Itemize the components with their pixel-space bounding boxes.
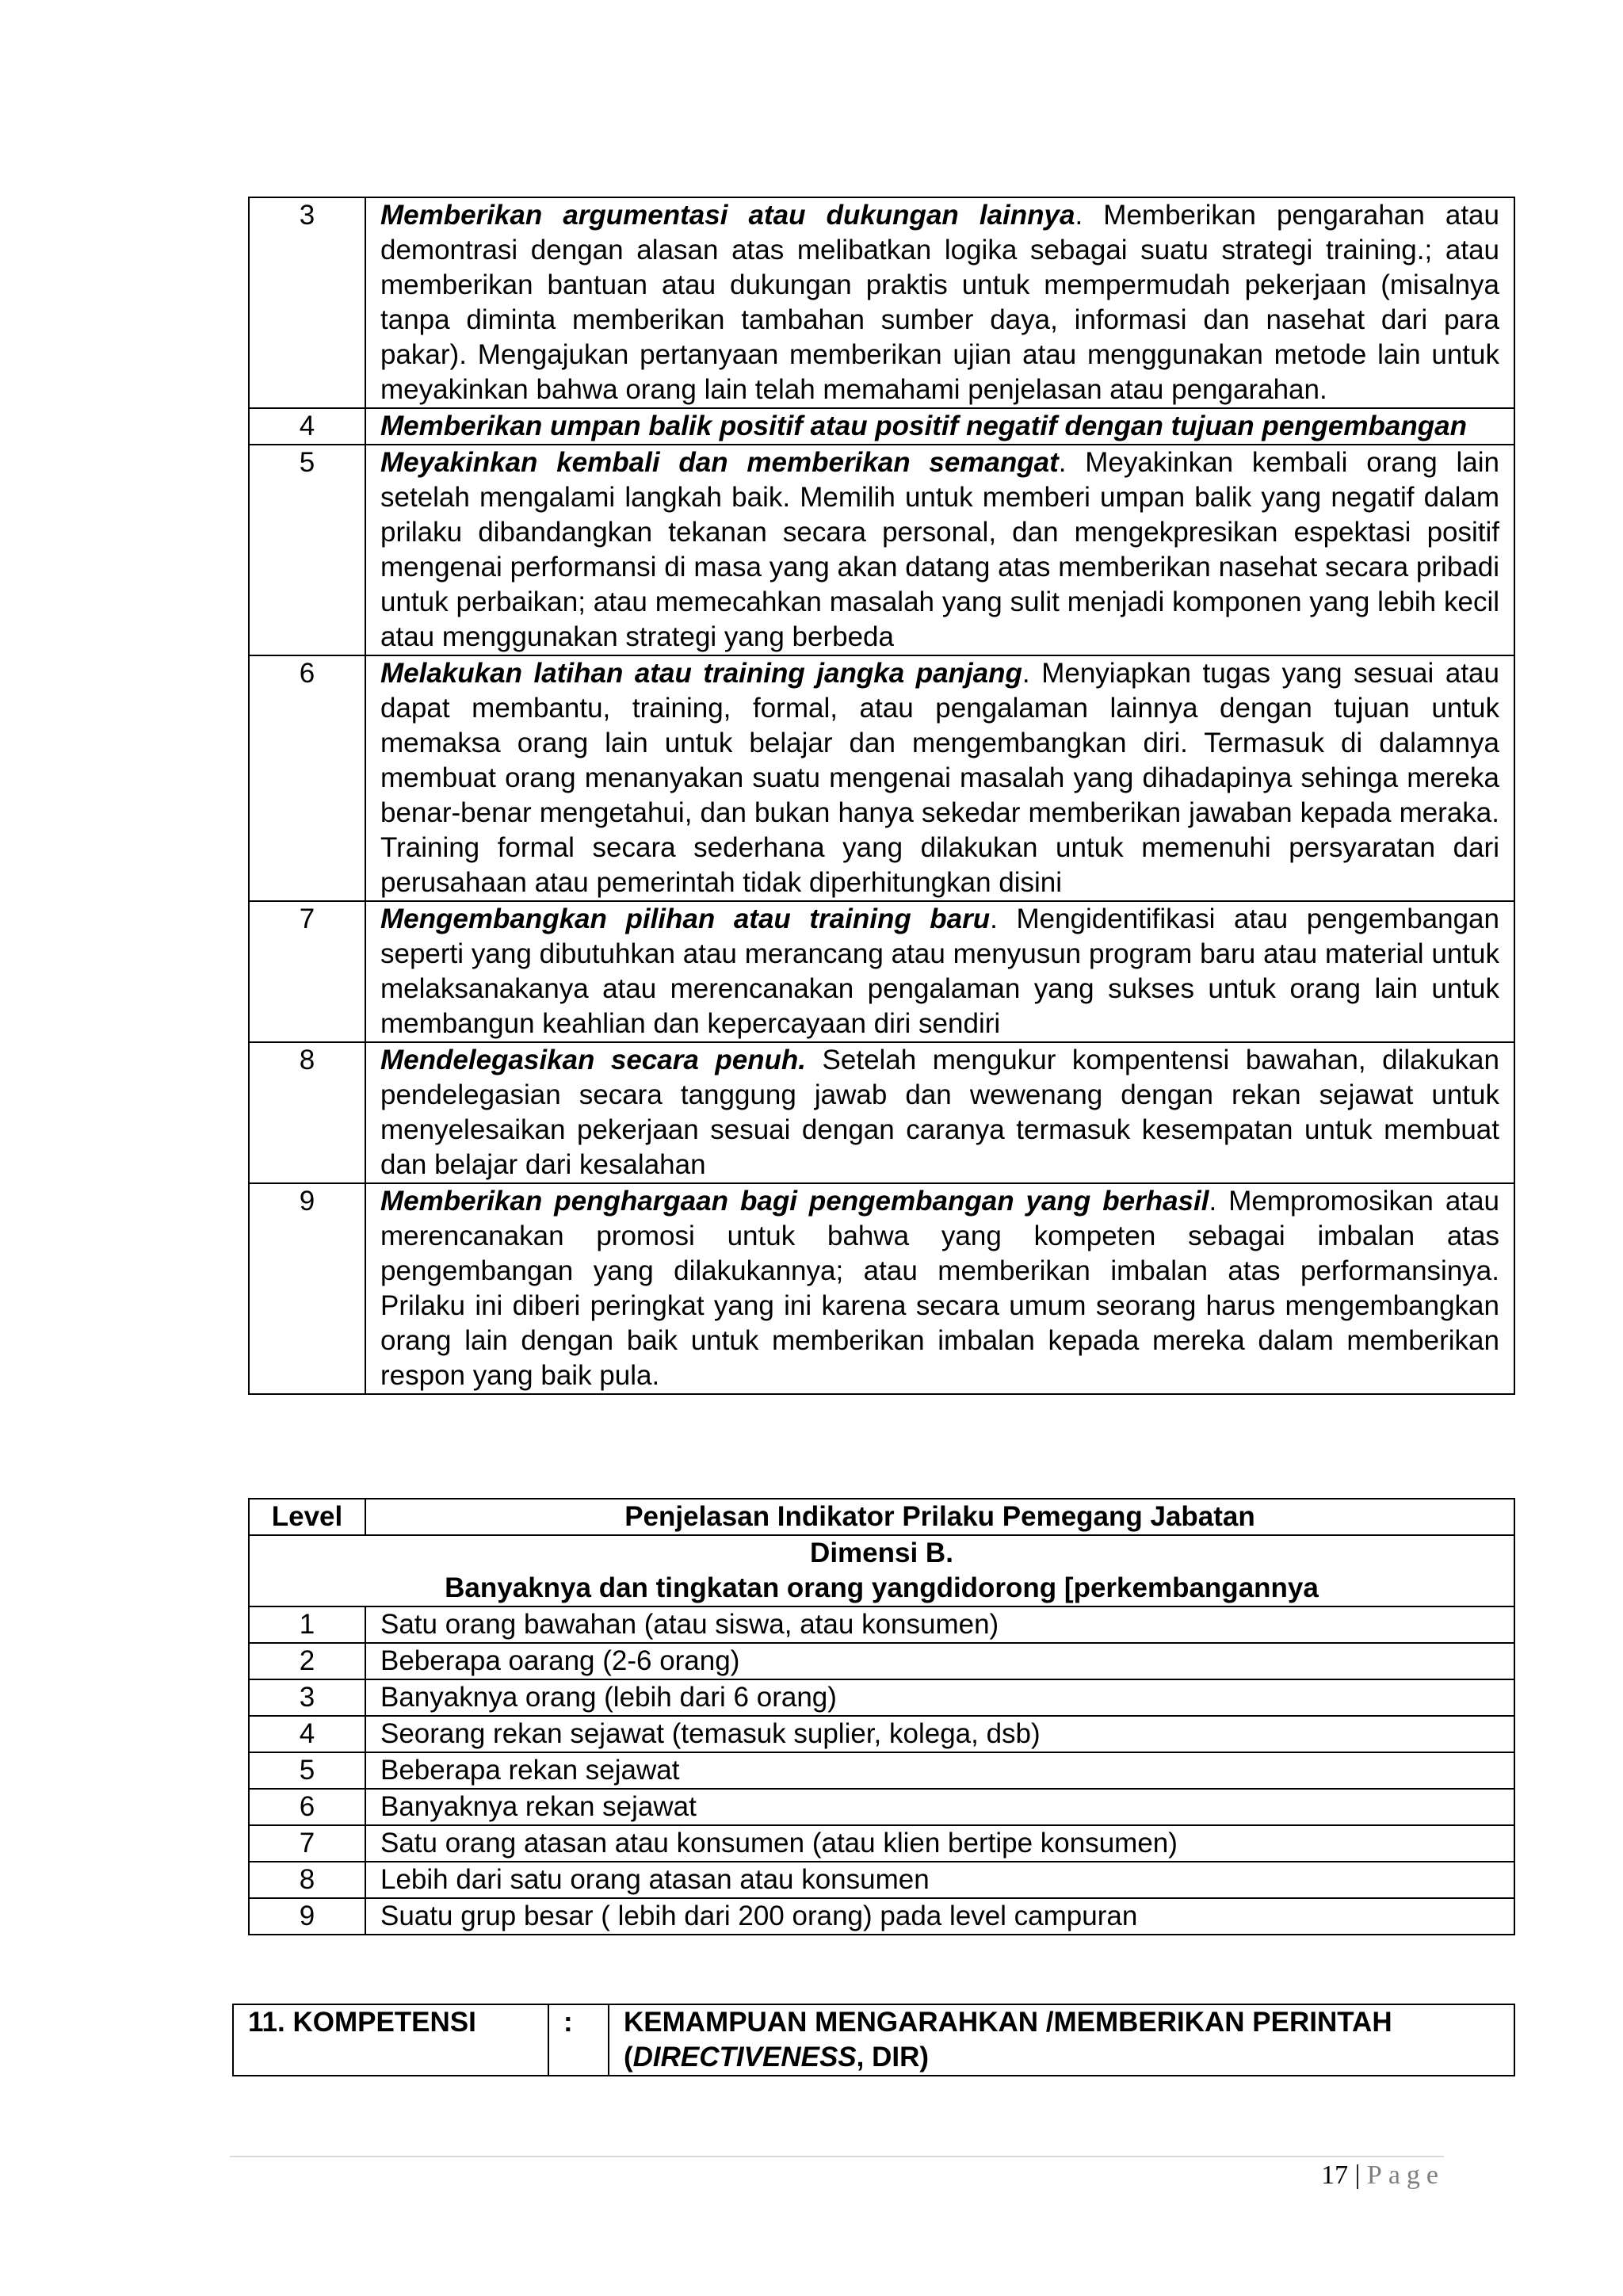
dimension-row [249, 1862, 1514, 1898]
level-description [365, 197, 1514, 408]
dimension-description: Seorang rekan sejawat (temasuk suplier, kolega, dsb) [365, 1716, 1514, 1752]
competency-level-row [249, 1042, 1514, 1183]
level-description [365, 1183, 1514, 1394]
level-description [365, 655, 1514, 901]
dimension-level: 2 [249, 1643, 365, 1679]
dimension-description: Suatu grup besar ( lebih dari 200 orang) pada level campuran [365, 1898, 1514, 1935]
dimension-row [249, 1825, 1514, 1862]
level-description [365, 408, 1514, 445]
dimension-level: 7 [249, 1825, 365, 1862]
dimension-level: 3 [249, 1679, 365, 1716]
dimension-row [249, 1716, 1514, 1752]
level-lead-phrase: Memberikan argumentasi atau dukungan lainnya [380, 200, 1075, 231]
dimension-level: 6 [249, 1789, 365, 1825]
page-number: 17 [1321, 2160, 1349, 2190]
dimension-subtitle: Banyaknya dan tingkatan orang yangdidorong [perkembangannya [445, 1572, 1319, 1603]
competency-level-row [249, 1183, 1514, 1394]
dimension-b-table-body [249, 1499, 1514, 1935]
competency-header-table [232, 2004, 1515, 2076]
header-level: Level [249, 1499, 365, 1535]
header-description: Penjelasan Indikator Prilaku Pemegang Jabatan [365, 1499, 1514, 1535]
competency-title-cell [609, 2004, 1514, 2076]
dimension-description: Beberapa rekan sejawat [365, 1752, 1514, 1789]
level-description [365, 1042, 1514, 1183]
level-lead-phrase: Memberikan umpan balik positif atau positif negatif dengan tujuan pengembangan [380, 411, 1467, 441]
level-number: 5 [249, 445, 365, 655]
dimension-description: Satu orang bawahan (atau siswa, atau konsumen) [365, 1606, 1514, 1643]
dimension-header-row [249, 1499, 1514, 1535]
level-lead-phrase: Meyakinkan kembali dan memberikan semangat [380, 447, 1059, 478]
dimension-row [249, 1898, 1514, 1935]
level-detail-text: Setelah mengukur kompentensi bawahan, dilakukan pendelegasian secara tanggung jawab dan wewenang dengan rekan sejawat untuk menyelesaikan pekerjaan sesuai dengan caranya termasuk kesempatan untuk membuat dan belajar dari kesalahan [380, 1045, 1499, 1180]
competency-level-row [249, 408, 1514, 445]
level-description [365, 901, 1514, 1042]
competency-title-line2 [624, 2040, 1499, 2075]
level-detail-text: . Menyiapkan tugas yang sesuai atau dapat membantu, training, formal, atau pengalaman lainnya dengan tujuan untuk memaksa orang lain untuk belajar dan mengembangkan diri. Termasuk di dalamnya membuat orang menanyakan suatu mengenai masalah yang dihadapinya sehinga mereka benar-benar mengetahui, dan bukan hanya sekedar memberikan jawaban kepada meraka. Training formal secara sederhana yang dilakukan untuk memenuhi persyaratan dari perusahaan atau pemerintah tidak diperhitungkan disini [380, 658, 1499, 898]
dimension-row [249, 1789, 1514, 1825]
competency-title-italic: DIRECTIVENESS [632, 2042, 857, 2073]
competency-number-label: 11. KOMPETENSI [233, 2004, 548, 2076]
competency-level-row [249, 655, 1514, 901]
dimension-level: 5 [249, 1752, 365, 1789]
level-number: 3 [249, 197, 365, 408]
level-number: 9 [249, 1183, 365, 1394]
dimension-row [249, 1679, 1514, 1716]
level-detail-text: . Memberikan pengarahan atau demontrasi dengan alasan atas melibatkan logika sebagai suatu strategi training.; atau memberikan bantuan atau dukungan praktis untuk mempermudah pekerjaan (misalnya tanpa diminta memberikan tambahan sumber daya, informasi dan nasehat dari para pakar). Mengajukan pertanyaan memberikan ujian atau menggunakan metode lain untuk meyakinkan bahwa orang lain telah memahami penjelasan atau pengarahan. [380, 200, 1499, 405]
level-number: 4 [249, 408, 365, 445]
dimension-b-table [248, 1498, 1515, 1935]
level-lead-phrase: Memberikan penghargaan bagi pengembangan yang berhasil [380, 1186, 1209, 1217]
dimension-row [249, 1643, 1514, 1679]
dimension-row [249, 1752, 1514, 1789]
dimension-title-row [249, 1535, 1514, 1606]
level-description [365, 445, 1514, 655]
dimension-title-cell [249, 1535, 1514, 1606]
competency-level-table-body [249, 197, 1514, 1394]
level-detail-text: . Mempromosikan atau merencanakan promosi untuk bahwa yang kompeten sebagai imbalan atas pengembangan yang dilakukannya; atau memberikan imbalan atas performansinya. Prilaku ini diberi peringkat yang ini karena secara umum seorang harus mengembangkan orang lain dengan baik untuk memberikan imbalan kepada mereka dalam memberikan respon yang baik pula. [380, 1186, 1500, 1391]
competency-title-rest: , DIR) [856, 2042, 930, 2073]
page-separator: | [1354, 2160, 1361, 2190]
dimension-description: Lebih dari satu orang atasan atau konsumen [365, 1862, 1514, 1898]
level-lead-phrase: Mengembangkan pilihan atau training baru [380, 904, 991, 934]
footer-divider [230, 2156, 1444, 2157]
dimension-level: 4 [249, 1716, 365, 1752]
dimension-title: Dimensi B. [810, 1538, 953, 1568]
competency-colon: : [548, 2004, 609, 2076]
dimension-description: Banyaknya orang (lebih dari 6 orang) [365, 1679, 1514, 1716]
page-footer [1321, 2160, 1445, 2191]
dimension-level: 1 [249, 1606, 365, 1643]
dimension-level: 9 [249, 1898, 365, 1935]
level-number: 6 [249, 655, 365, 901]
level-number: 7 [249, 901, 365, 1042]
dimension-description: Banyaknya rekan sejawat [365, 1789, 1514, 1825]
dimension-description: Beberapa oarang (2-6 orang) [365, 1643, 1514, 1679]
competency-level-table [248, 197, 1515, 1395]
competency-header-row [233, 2004, 1514, 2076]
level-number: 8 [249, 1042, 365, 1183]
competency-title-line1: KEMAMPUAN MENGARAHKAN /MEMBERIKAN PERINTAH [624, 2007, 1392, 2038]
competency-level-row [249, 197, 1514, 408]
competency-level-row [249, 445, 1514, 655]
competency-level-row [249, 901, 1514, 1042]
dimension-description: Satu orang atasan atau konsumen (atau klien bertipe konsumen) [365, 1825, 1514, 1862]
dimension-row [249, 1606, 1514, 1643]
page-word: Page [1366, 2160, 1445, 2190]
level-lead-phrase: Melakukan latihan atau training jangka panjang [380, 658, 1022, 689]
level-detail-text: . Meyakinkan kembali orang lain setelah mengalami langkah baik. Memilih untuk memberi umpan balik yang negatif dalam prilaku dibandangkan tekanan secara personal, dan mengekpresikan espektasi positif mengenai performansi di masa yang akan datang atas memberikan nasehat secara pribadi untuk perbaikan; atau memecahkan masalah yang sulit menjadi komponen yang lebih kecil atau menggunakan strategi yang berbeda [380, 447, 1500, 652]
level-detail-text: . Mengidentifikasi atau pengembangan seperti yang dibutuhkan atau merancang atau menyusun program baru atau material untuk melaksanakanya atau merencanakan pengalaman yang sukses untuk orang lain untuk membangun keahlian dan kepercayaan diri sendiri [380, 904, 1499, 1039]
competency-title-paren: ( [624, 2042, 633, 2073]
dimension-level: 8 [249, 1862, 365, 1898]
level-lead-phrase: Mendelegasikan secara penuh. [380, 1045, 807, 1075]
